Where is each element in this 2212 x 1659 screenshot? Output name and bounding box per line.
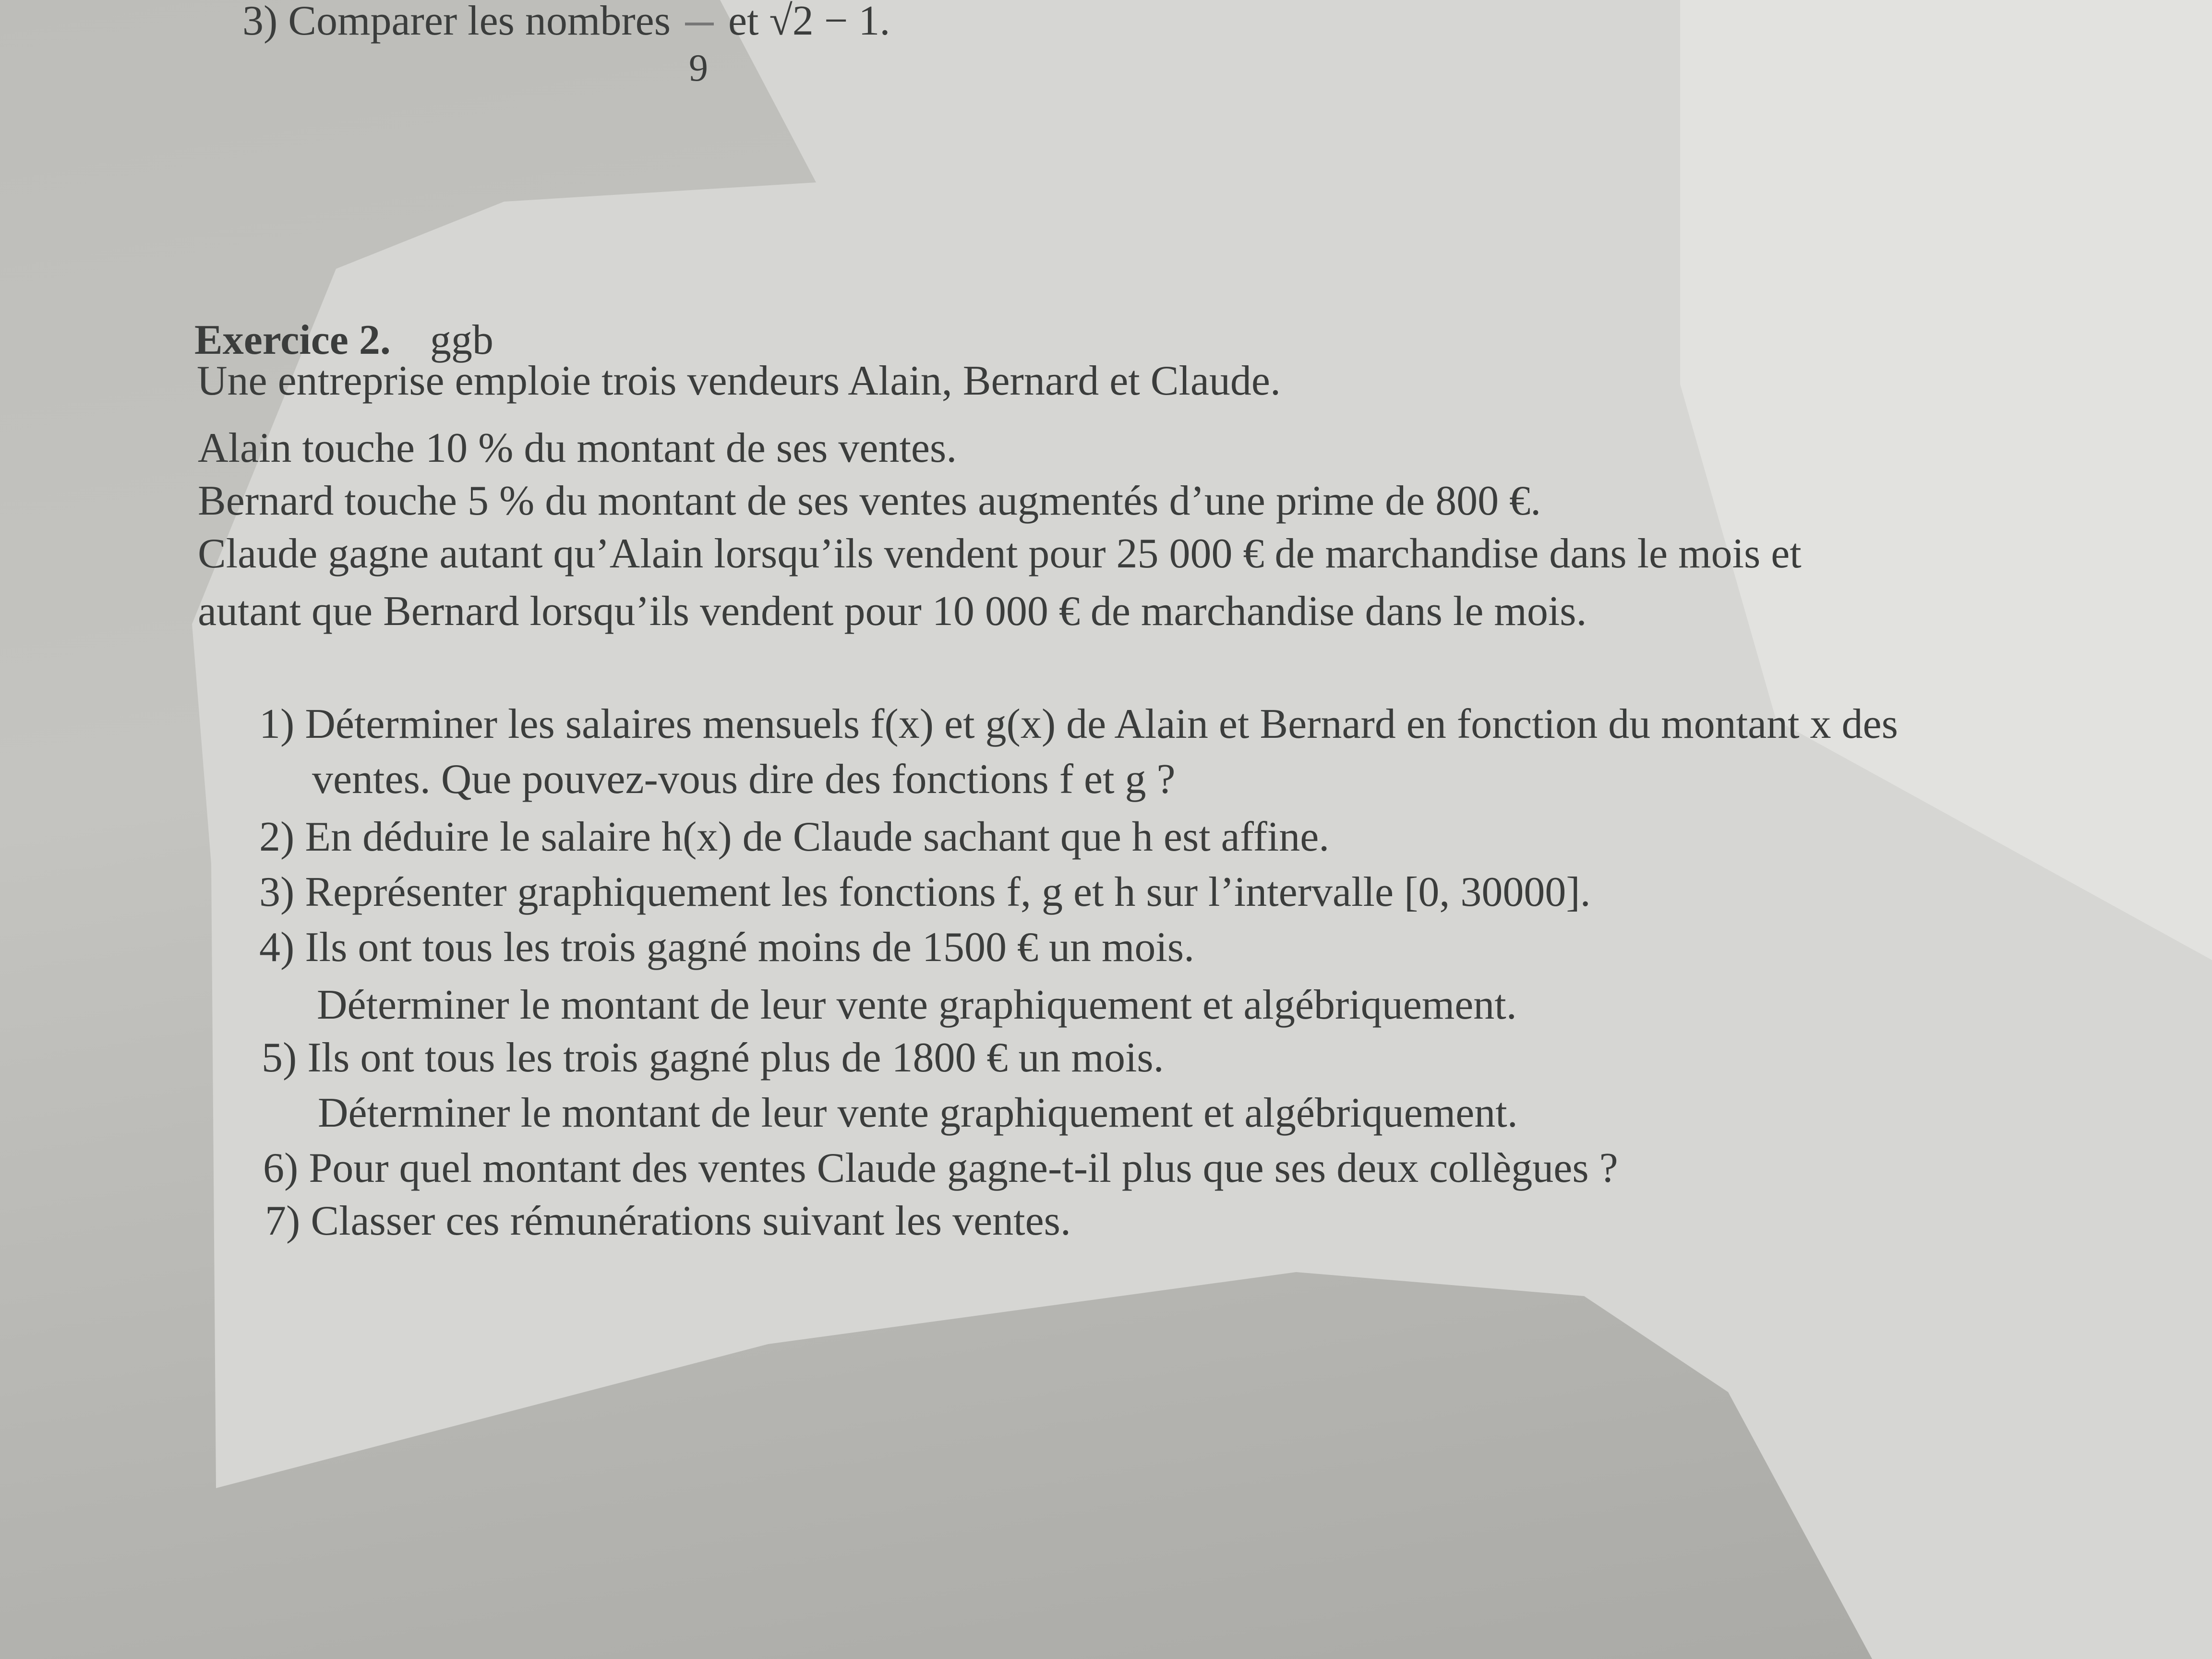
exercise-tag: ggb: [430, 317, 493, 363]
question-4: 4) Ils ont tous les trois gagné moins de 1500 € un mois.: [259, 924, 1195, 971]
intro-line: autant que Bernard lorsqu’ils vendent pour 10 000 € de marchandise dans le mois.: [198, 588, 1587, 635]
question-5-cont: Déterminer le montant de leur vente graphiquement et algébriquement.: [318, 1090, 1518, 1136]
question-5: 5) Ils ont tous les trois gagné plus de 1800 € un mois.: [262, 1034, 1164, 1081]
question-3: 3) Représenter graphiquement les fonctions f, g et h sur l’intervalle [0, 30000].: [259, 869, 1591, 915]
question-text: 3) Comparer les nombres: [242, 0, 671, 44]
question-1: 1) Déterminer les salaires mensuels f(x) et g(x) de Alain et Bernard en fonction du montant x des: [259, 701, 1898, 747]
exercise-title: Exercice 2.: [194, 317, 391, 363]
question-2: 2) En déduire le salaire h(x) de Claude sachant que h est affine.: [259, 814, 1330, 860]
question-4-cont: Déterminer le montant de leur vente graphiquement et algébriquement.: [317, 982, 1517, 1028]
intro-line: Alain touche 10 % du montant de ses ventes.: [198, 425, 957, 471]
intro-line: Une entreprise emploie trois vendeurs Alain, Bernard et Claude.: [197, 358, 1281, 404]
intro-line: Bernard touche 5 % du montant de ses ventes augmentés d’une prime de 800 €.: [198, 478, 1541, 524]
previous-question: [242, 0, 890, 89]
question-1-cont: ventes. Que pouvez-vous dire des fonctions f et g ?: [312, 756, 1176, 803]
question-6: 6) Pour quel montant des ventes Claude gagne-t-il plus que ses deux collègues ?: [263, 1145, 1618, 1191]
intro-line: Claude gagne autant qu’Alain lorsqu’ils vendent pour 25 000 € de marchandise dans le mois et: [198, 530, 1802, 577]
question-7: 7) Classer ces rémunérations suivant les ventes.: [265, 1198, 1071, 1244]
exercise-heading: [194, 319, 493, 361]
question-rest: et √2 − 1.: [728, 0, 890, 44]
fraction-denominator: 9: [689, 47, 708, 89]
